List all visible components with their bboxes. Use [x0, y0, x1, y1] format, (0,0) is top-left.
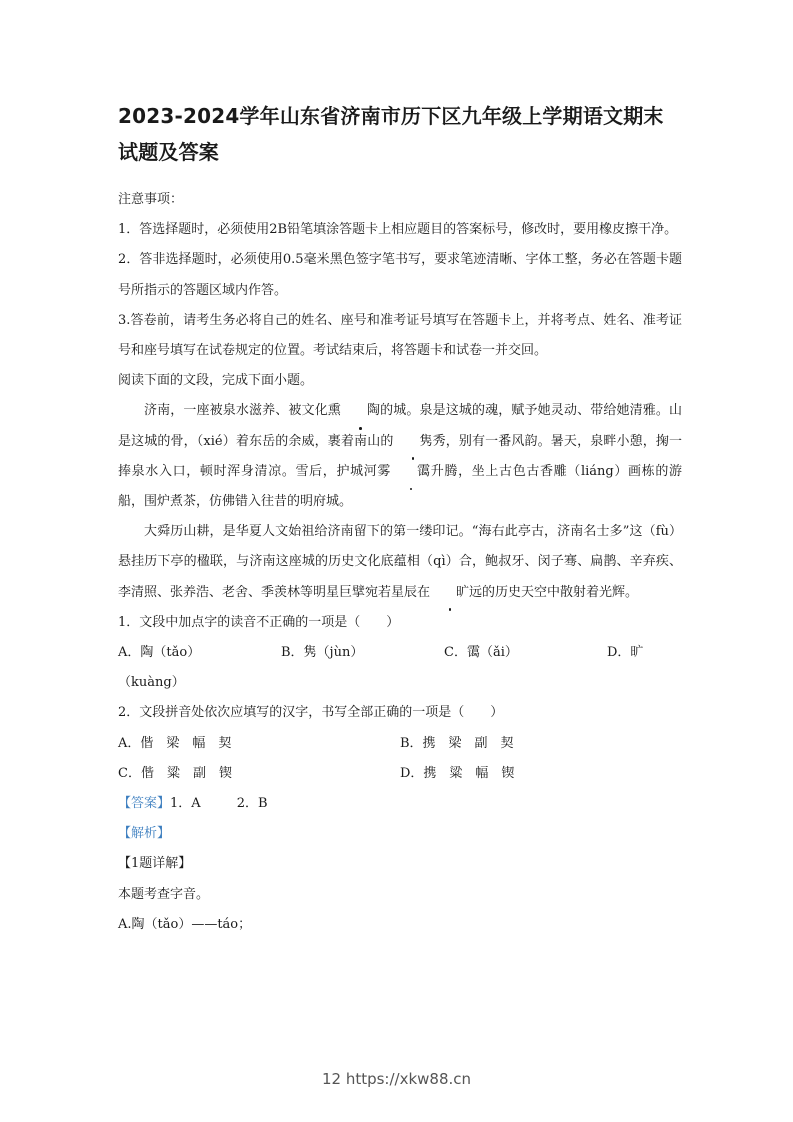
option-a: A．偕 梁 幅 契 — [118, 735, 232, 751]
notice-heading: 注意事项： — [118, 192, 184, 207]
notice-item-2: 2．答非选择题时，必须使用0.5毫米黑色签字笔书写，要求笔迹清晰、字体工整，务必在答题卡题号所指示的答题区域内作答。 — [118, 252, 682, 298]
detail-heading: 【1题详解】 — [118, 856, 192, 872]
option-c: C．霭（ǎi） — [444, 645, 518, 661]
answer-line — [118, 789, 682, 819]
option-b: B．隽（jùn） — [281, 645, 364, 661]
option-d: D．携 粱 幅 锲 — [400, 765, 515, 781]
title-line-1: 2023-2024学年山东省济南市历下区九年级上学期语文期末 — [118, 104, 664, 128]
page-title — [118, 98, 688, 170]
analysis-line-1: 本题考查字音。 — [118, 886, 210, 902]
question-2-options-row-2 — [118, 759, 682, 789]
title-line-2: 试题及答案 — [118, 140, 219, 164]
passage-text: 大舜历山耕，是华夏人文始祖给济南留下的第一缕印记。“海右此亭古，济南名士多”这（fù）悬挂历下亭的楹联，与济南这座城的历史文化底蕴相（qì）合，鲍叔牙、闵子骞、扁鹊、辛弃疾、李清照、张养浩、老舍、季羡林等明星巨擘宛若星辰在 — [118, 524, 682, 600]
emphasized-char: 霭 — [391, 457, 430, 487]
passage-paragraph-2 — [118, 517, 682, 608]
passage-text: 的城。泉是这城的魂，赋予她灵动、带给她清雅。山是这城的骨，（xié）着东岳的余威，裹着南山的 — [118, 403, 682, 449]
emphasized-char: 陶 — [341, 396, 380, 426]
answer-q2: 2．B — [236, 796, 268, 812]
option-c: C．偕 粱 副 锲 — [118, 765, 232, 781]
passage-text: 济南，一座被泉水滋养、被文化熏 — [144, 403, 341, 419]
question-2-stem: 2．文段拼音处依次应填写的汉字，书写全部正确的一项是（ ） — [118, 705, 504, 721]
analysis-line-2: A.陶（tǎo）——táo； — [118, 916, 252, 932]
passage-text: 秀，别有一番风韵。暑天，泉畔小憩，掬一捧泉水入口，顿时浑身清凉。雪后，护城河雾 — [118, 433, 682, 479]
notice-item-1: 1．答选择题时，必须使用2B铅笔填涂答题卡上相应题目的答案标号，修改时，要用橡皮擦干净。 — [118, 222, 678, 238]
passage-text: 升腾，坐上古色古香雕（liáng）画栋的游船，围炉煮茶，仿佛错入往昔的明府城。 — [118, 463, 682, 510]
passage-text: 远的历史天空中散射着光辉。 — [469, 584, 639, 600]
option-b: B．携 梁 副 契 — [400, 735, 514, 751]
question-2-options-row-1 — [118, 729, 682, 759]
answer-label: 【答案】 — [118, 796, 171, 812]
emphasized-char: 旷 — [430, 578, 469, 608]
question-1-options — [118, 638, 682, 668]
passage-paragraph-1 — [118, 396, 682, 517]
question-1-stem: 1．文段中加点字的读音不正确的一项是（ ） — [118, 614, 400, 630]
reading-instruction: 阅读下面的文段，完成下面小题。 — [118, 373, 314, 389]
option-d: D．旷 — [607, 645, 644, 661]
notice-item-3: 3.答卷前，请考生务必将自己的姓名、座号和准考证号填写在答题卡上，并将考点、姓名、准考证号和座号填写在试卷规定的位置。考试结束后，将答题卡和试卷一并交回。 — [118, 312, 682, 359]
emphasized-char: 隽 — [393, 427, 432, 457]
option-d-pinyin: （kuàng） — [118, 675, 185, 691]
document-body — [118, 185, 682, 940]
answer-q1: 1．A — [170, 796, 201, 812]
option-a: A．陶（tǎo） — [118, 645, 201, 661]
page-footer: 12 https://xkw88.cn — [321, 1070, 472, 1088]
analysis-label: 【解析】 — [118, 826, 171, 842]
